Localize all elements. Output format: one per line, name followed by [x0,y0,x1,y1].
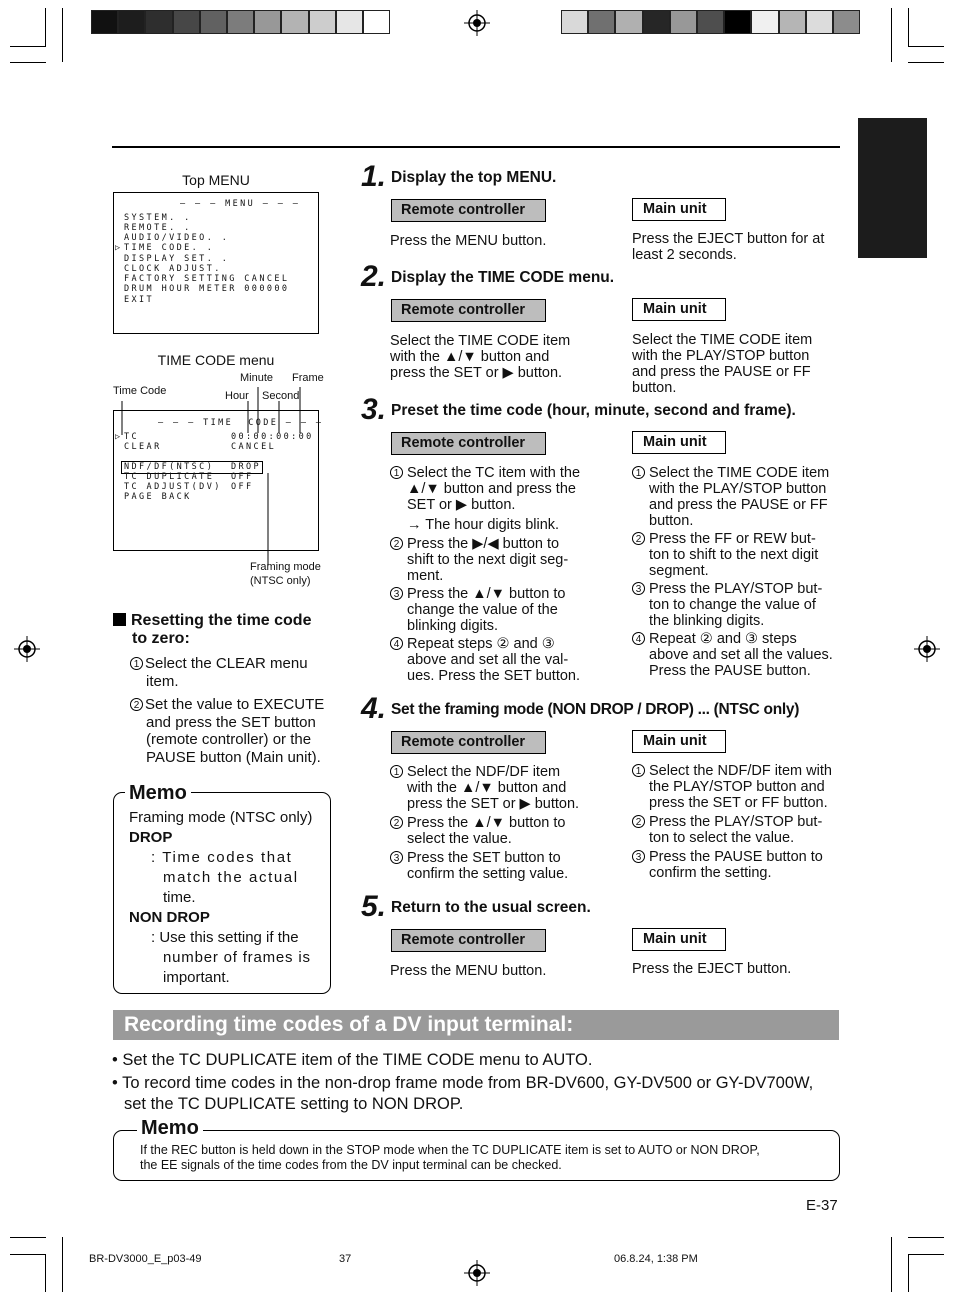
color-swatch [833,10,860,34]
step3-remote-list [390,465,588,684]
bullet-2-cont: set the TC DUPLICATE setting to NON DROP. [124,1095,464,1113]
step-number: 3. [361,393,387,426]
top-menu-caption: Top MENU [182,172,250,188]
circled-number-icon: 2 [632,815,645,828]
menu-line: DISPLAY SET. . [124,254,230,264]
footer-file: BR-DV3000_E_p03-49 [89,1253,202,1265]
step-number: 4. [361,692,387,725]
color-swatch [363,10,390,34]
tc-menu-adj-value: OFF [231,482,254,492]
color-swatch [227,10,254,34]
circled-number-icon: 2 [390,537,403,550]
bullet-2: • To record time codes in the non-drop frame mode from BR-DV600, GY-DV500 or GY-DV700W, [112,1074,814,1092]
registration-mark-icon [914,636,940,662]
list-item: 2 Press the ▶/◀ button to shift to the next digit seg- ment. [390,536,588,584]
step1-remote-text: Press the MENU button. [390,233,547,249]
list-item: 3 Press the ▲/▼ button to change the value of the blinking digits. [390,586,588,634]
color-swatch [643,10,670,34]
tc-menu-dup-value: OFF [231,472,254,482]
tc-menu-title: – – – TIME CODE – – – [158,418,324,428]
tc-menu-tc-value: 00:00:00:00 [231,432,314,442]
reset-heading: Resetting the time code to zero: [113,612,333,648]
time-code-menu-screen [113,410,324,551]
step-heading: Set the framing mode (NON DROP / DROP) ... (NTSC only) [391,701,800,718]
step-number: 1. [361,160,387,193]
square-bullet-icon [113,613,126,626]
color-swatch [615,10,642,34]
memo-dv-text: If the REC button is held down in the STOP mode when the TC DUPLICATE item is set to AUTO or NON DROP, the EE signals of the time codes from the DV input terminal can be checked. [140,1143,760,1172]
footer-num: 37 [339,1253,352,1265]
list-item: 3 Press the PAUSE button to confirm the setting. [632,849,842,881]
registration-mark-icon [14,636,40,662]
step2-main-text: Select the TIME CODE item with the PLAY/STOP button and press the PAUSE or FF button. [632,332,813,396]
remote-controller-label: Remote controller [391,299,546,322]
remote-controller-label: Remote controller [391,432,546,455]
color-swatch [561,10,588,34]
circled-number-icon: 3 [632,850,645,863]
color-swatch [91,10,118,34]
list-item: 1 Select the NDF/DF item with the PLAY/STOP button and press the SET or FF button. [632,763,842,811]
main-unit-label: Main unit [632,730,726,753]
step-heading: Display the top MENU. [391,169,557,186]
reset-step-2: 2 Set the value to EXECUTE and press the SET button (remote controller) or the PAUSE button (Main unit). [130,696,332,766]
main-unit-label: Main unit [632,298,726,321]
menu-line: SYSTEM. . [124,213,192,223]
menu-line: TIME CODE. . [124,243,215,253]
circled-number-icon: 4 [390,637,403,650]
list-item: 4 Repeat ② and ③ steps above and set all the values. Press the PAUSE button. [632,631,842,679]
memo-title: Memo [125,782,191,804]
step-number: 2. [361,260,387,293]
color-swatch [697,10,724,34]
list-item: 2 Press the FF or REW but- ton to shift to the next digit segment. [632,531,842,579]
main-unit-label: Main unit [632,928,726,951]
menu-line: FACTORY SETTING CANCEL [124,274,290,284]
label-minute: Minute [240,372,274,384]
page-number: E-37 [806,1197,838,1214]
tc-menu-adj: TC ADJUST(DV) [124,482,222,492]
label-second: Second [262,390,300,402]
label-framing-mode: Framing mode [250,561,321,573]
circled-number-icon: 2 [390,816,403,829]
menu-line: DRUM HOUR METER 000000 [124,284,290,294]
list-item: 3 Press the PLAY/STOP but- ton to change the value of the blinking digits. [632,581,842,629]
tc-menu-ndf-value: DROP [231,462,262,472]
color-swatch [173,10,200,34]
color-swatch [281,10,308,34]
color-swatch [309,10,336,34]
remote-controller-label: Remote controller [391,731,546,754]
memo-title: Memo [137,1117,203,1139]
color-swatch [200,10,227,34]
circled-number-icon: 1 [632,466,645,479]
circled-number-icon: 3 [390,851,403,864]
step2-remote-text: Select the TIME CODE item with the ▲/▼ button and press the SET or ▶ button. [390,333,571,381]
time-code-menu-caption: TIME CODE menu [157,352,275,368]
main-unit-label: Main unit [632,198,726,221]
circled-2-icon: 2 [130,698,143,711]
list-item: 1 Select the TC item with the ▲/▼ button and press the SET or ▶ button. [390,465,588,513]
section-title: Recording time codes of a DV input terminal: [124,1013,574,1036]
cursor-icon: ▷ [115,432,121,442]
label-time-code: Time Code [113,385,167,397]
step-heading: Return to the usual screen. [391,899,591,916]
circled-number-icon: 2 [632,532,645,545]
step5-main-text: Press the EJECT button. [632,961,792,977]
tc-menu-tc: TC [124,432,140,442]
remote-controller-label: Remote controller [391,199,546,222]
color-swatch [724,10,751,34]
menu-line: CLOCK ADJUST. [124,264,222,274]
list-item: 2 Press the ▲/▼ button to select the value. [390,815,588,847]
memo-content: Framing mode (NTSC only) DROP : Time codes that match the actual time. NON DROP : Use this setting if the number of frames is important. [129,809,313,986]
step5-remote-text: Press the MENU button. [390,963,547,979]
list-item: 3 Press the SET button to confirm the setting value. [390,850,588,882]
step4-main-list [632,763,842,881]
top-menu-screen [113,192,319,334]
color-swatch [588,10,615,34]
color-swatch [118,10,145,34]
main-unit-label: Main unit [632,431,726,454]
color-swatch [670,10,697,34]
list-item: → The hour digits blink. [407,517,560,533]
bullet-1: • Set the TC DUPLICATE item of the TIME CODE menu to AUTO. [112,1051,593,1069]
color-swatch [336,10,363,34]
list-item: 4 Repeat steps ② and ③ above and set all the val- ues. Press the SET button. [390,636,588,684]
step4-remote-list [390,764,588,882]
circled-number-icon: 4 [632,632,645,645]
tc-menu-cancel: CANCEL [231,442,277,452]
circled-number-icon: 1 [632,764,645,777]
tc-menu-back: PAGE BACK [124,492,192,502]
tc-menu-clear: CLEAR [124,442,162,452]
list-item: 1 Select the NDF/DF item with the ▲/▼ button and press the SET or ▶ button. [390,764,588,812]
step3-main-list [632,465,842,679]
circled-number-icon: 3 [390,587,403,600]
step-heading: Display the TIME CODE menu. [391,269,615,286]
list-item: 1 Select the TIME CODE item with the PLAY/STOP button and press the PAUSE or FF button. [632,465,842,529]
tc-menu-ndf: NDF/DF(NTSC) [124,462,215,472]
section-tab [858,118,927,258]
color-swatch [806,10,833,34]
label-ntsc-only: (NTSC only) [250,575,311,587]
footer-date: 06.8.24, 1:38 PM [614,1253,698,1265]
menu-line: – – – MENU – – – [180,199,301,209]
list-item: 2 Press the PLAY/STOP but- ton to select the value. [632,814,842,846]
step1-main-text: Press the EJECT button for at least 2 seconds. [632,231,825,263]
color-swatch [254,10,281,34]
remote-controller-label: Remote controller [391,929,546,952]
tc-menu-dup: TC DUPLICATE [124,472,215,482]
label-frame: Frame [292,372,324,384]
menu-line: REMOTE. . [124,223,192,233]
color-swatch [779,10,806,34]
header-rule [112,146,840,148]
cursor-icon: ▷ [115,243,121,253]
menu-line: AUDIO/VIDEO. . [124,233,230,243]
registration-mark-icon [464,1260,490,1286]
circled-number-icon: 1 [390,765,403,778]
circled-number-icon: 1 [390,466,403,479]
step-heading: Preset the time code (hour, minute, second and frame). [391,402,796,419]
menu-line: EXIT [124,295,155,305]
reset-step-1: 1 Select the CLEAR menu item. [130,655,332,690]
label-hour: Hour [225,390,249,402]
section-banner [113,1010,839,1040]
registration-mark-icon [464,10,490,36]
color-swatch [145,10,172,34]
circled-number-icon: 3 [632,582,645,595]
circled-1-icon: 1 [130,657,143,670]
color-swatch [751,10,778,34]
step-number: 5. [361,890,387,923]
